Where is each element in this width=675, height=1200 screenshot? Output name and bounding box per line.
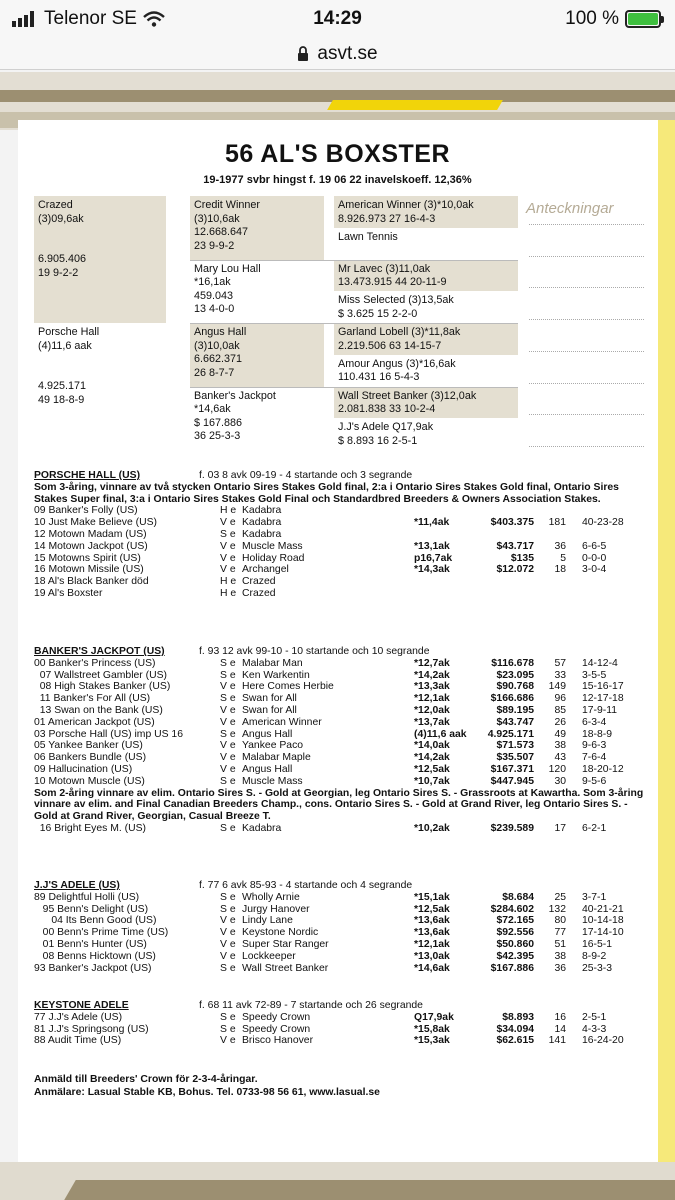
offspring-placings: 6-6-5 (582, 540, 607, 552)
footer-text (34, 1074, 380, 1099)
offspring-sire: Wall Street Banker (242, 962, 329, 974)
table-row (34, 505, 654, 517)
table-row (34, 776, 654, 788)
offspring-record: *12,5ak (414, 763, 450, 775)
offspring-record: Q17,9ak (414, 1011, 454, 1023)
offspring-sex: S e (220, 669, 236, 681)
offspring-sire: Lindy Lane (242, 915, 293, 927)
table-row (34, 517, 654, 529)
offspring-earnings: $92.556 (496, 927, 534, 939)
offspring-earnings: $12.072 (496, 564, 534, 576)
table-row (34, 963, 654, 975)
offspring-name: 10 Motown Muscle (US) (34, 775, 145, 787)
offspring-earnings: $167.886 (490, 962, 534, 974)
offspring-record: *14,0ak (414, 740, 450, 752)
offspring-sex: V e (220, 552, 236, 564)
offspring-starts: 30 (554, 775, 566, 787)
offspring-starts: 36 (554, 962, 566, 974)
offspring-earnings: $34.094 (496, 1023, 534, 1035)
carrier-name: Telenor SE (44, 8, 137, 29)
offspring-sire: Speedy Crown (242, 1023, 311, 1035)
offspring-sex: S e (220, 528, 236, 540)
pedigree-great-grandparent: American Winner (3)*10,0ak 8.926.973 27 16-4-3 (334, 196, 518, 228)
section-info: f. 03 8 avk 09-19 - 4 startande och 3 segrande (199, 470, 413, 481)
offspring-placings: 9-6-3 (582, 740, 607, 752)
table-row (34, 705, 654, 717)
offspring-placings: 7-6-4 (582, 752, 607, 764)
offspring-starts: 16 (554, 1011, 566, 1023)
table-row (34, 740, 654, 752)
offspring-section (34, 880, 654, 974)
offspring-sex: S e (220, 657, 236, 669)
offspring-sex: H e (220, 505, 237, 517)
offspring-sire: Super Star Ranger (242, 938, 329, 950)
offspring-starts: 33 (554, 669, 566, 681)
offspring-sire: Kadabra (242, 528, 282, 540)
offspring-record: *14,2ak (414, 669, 450, 681)
horse-title: 56 AL'S BOXSTER (224, 140, 451, 168)
offspring-name: 13 Swan on the Bank (US) (34, 704, 163, 716)
offspring-sex: V e (220, 915, 236, 927)
table-row (34, 576, 654, 588)
pedigree-great-grandparent: Lawn Tennis (338, 230, 398, 243)
pedigree-great-grandparent: Wall Street Banker (3)12,0ak 2.081.838 33 10-2-4 (334, 387, 518, 419)
section-info: f. 93 12 avk 99-10 - 10 startande och 10 segrande (199, 646, 430, 657)
section-heading: BANKER'S JACKPOT (US) (34, 646, 165, 657)
offspring-earnings: $403.375 (490, 517, 534, 529)
offspring-starts: 49 (554, 728, 566, 740)
battery-percent: 100 % (565, 8, 619, 29)
lock-icon (297, 46, 309, 62)
offspring-sex: S e (220, 1011, 236, 1023)
offspring-sire: Angus Hall (242, 763, 293, 775)
offspring-sire: Kadabra (242, 505, 282, 517)
offspring-placings: 16-5-1 (582, 938, 613, 950)
offspring-sire: Malabar Maple (242, 752, 311, 764)
offspring-record: *12,7ak (414, 657, 450, 669)
pedigree-grandparent: Angus Hall (3)10,0ak 6.662.371 26 8-7-7 (190, 323, 324, 387)
offspring-sire: Holiday Road (242, 552, 305, 564)
offspring-placings: 14-12-4 (582, 657, 618, 669)
offspring-sire: Muscle Mass (242, 775, 303, 787)
offspring-sire: Brisco Hanover (242, 1035, 314, 1047)
table-row (34, 939, 654, 951)
offspring-earnings: $43.717 (496, 540, 534, 552)
offspring-name: 15 Motowns Spirit (US) (34, 552, 141, 564)
offspring-name: 09 Hallucination (US) (34, 763, 133, 775)
offspring-starts: 57 (554, 657, 566, 669)
offspring-starts: 38 (554, 740, 566, 752)
offspring-starts: 132 (548, 903, 566, 915)
offspring-placings: 16-24-20 (582, 1035, 624, 1047)
offspring-sex: V e (220, 517, 236, 529)
offspring-sire: Crazed (242, 576, 276, 588)
pedigree-grandparent: Mary Lou Hall *16,1ak 459.043 13 4-0-0 (194, 262, 261, 316)
offspring-record: *10,2ak (414, 822, 450, 834)
offspring-name: 88 Audit Time (US) (34, 1035, 122, 1047)
offspring-starts: 5 (560, 552, 566, 564)
offspring-sire: Ken Warkentin (242, 669, 310, 681)
offspring-earnings: $447.945 (490, 775, 534, 787)
offspring-section (34, 470, 654, 600)
offspring-name: 14 Motown Jackpot (US) (34, 540, 148, 552)
table-row (34, 729, 654, 741)
offspring-sex: V e (220, 716, 236, 728)
offspring-name: 12 Motown Madam (US) (34, 528, 147, 540)
offspring-starts: 17 (554, 822, 566, 834)
offspring-record: *15,3ak (414, 1035, 450, 1047)
notes-header: Anteckningar (526, 200, 614, 217)
section-heading: J.J'S ADELE (US) (34, 880, 120, 891)
offspring-record: *13,6ak (414, 915, 450, 927)
offspring-earnings: $89.195 (496, 704, 534, 716)
table-row (34, 927, 654, 939)
offspring-record: *14,6ak (414, 962, 450, 974)
offspring-record: *12,0ak (414, 704, 450, 716)
offspring-placings: 18-8-9 (582, 728, 613, 740)
offspring-name: 06 Bankers Bundle (US) (34, 752, 147, 764)
offspring-sex: S e (220, 822, 236, 834)
pedigree-great-grandparent: Miss Selected (3)13,5ak $ 3.625 15 2-2-0 (338, 294, 454, 320)
offspring-sex: V e (220, 950, 236, 962)
offspring-earnings: $62.615 (496, 1035, 534, 1047)
offspring-sire: Kadabra (242, 517, 282, 529)
offspring-placings: 17-14-10 (582, 927, 624, 939)
offspring-placings: 2-5-1 (582, 1011, 607, 1023)
offspring-starts: 141 (548, 1035, 566, 1047)
offspring-placings: 18-20-12 (582, 763, 624, 775)
battery (565, 8, 661, 30)
table-row (34, 1024, 654, 1036)
offspring-record: *15,1ak (414, 891, 450, 903)
offspring-earnings: $43.747 (496, 716, 534, 728)
offspring-sire: Muscle Mass (242, 540, 303, 552)
table-row (34, 588, 654, 600)
offspring-starts: 25 (554, 891, 566, 903)
offspring-name: 01 American Jackpot (US) (34, 716, 155, 728)
offspring-sex: S e (220, 1023, 236, 1035)
offspring-earnings: $8.684 (502, 891, 534, 903)
offspring-starts: 120 (548, 763, 566, 775)
offspring-name: 77 J.J's Adele (US) (34, 1011, 123, 1023)
table-row (34, 752, 654, 764)
offspring-sex: S e (220, 903, 236, 915)
offspring-name: 00 Benn's Prime Time (US) (34, 927, 169, 939)
offspring-placings: 40-23-28 (582, 517, 624, 529)
table-row (34, 541, 654, 553)
offspring-sire: Lockkeeper (242, 950, 296, 962)
offspring-sire: Keystone Nordic (242, 927, 319, 939)
offspring-name: 00 Banker's Princess (US) (34, 657, 156, 669)
offspring-placings: 3-5-5 (582, 669, 607, 681)
offspring-sex: V e (220, 564, 236, 576)
offspring-record: *13,6ak (414, 927, 450, 939)
offspring-earnings: $166.686 (490, 693, 534, 705)
offspring-sire: Here Comes Herbie (242, 681, 334, 693)
offspring-sire: Kadabra (242, 822, 282, 834)
offspring-record: *15,8ak (414, 1023, 450, 1035)
table-row (34, 892, 654, 904)
offspring-starts: 14 (554, 1023, 566, 1035)
table-row (34, 658, 654, 670)
footer-band (0, 1162, 675, 1200)
offspring-record: *14,2ak (414, 752, 450, 764)
notes-column (523, 196, 648, 450)
section-paragraph: Som 3-åring, vinnare av två stycken Ontario Sires Stakes Gold final, 2:a i Ontario Sires Stakes Gold final, Ontario Sires Stakes Super final, 3:a i Ontario Sires Stakes Gold Final och Standardbred Breeders & Owners Association Stakes. (34, 481, 619, 505)
offspring-sire: Malabar Man (242, 657, 303, 669)
table-row (34, 1035, 654, 1047)
offspring-placings: 9-5-6 (582, 775, 607, 787)
table-row (34, 670, 654, 682)
offspring-name: 08 Benns Hicktown (US) (34, 950, 156, 962)
offspring-name: 01 Benn's Hunter (US) (34, 938, 147, 950)
offspring-name: 16 Motown Missile (US) (34, 564, 144, 576)
offspring-sire: Wholly Arnie (242, 891, 300, 903)
offspring-starts: 43 (554, 752, 566, 764)
offspring-starts: 80 (554, 915, 566, 927)
offspring-starts: 51 (554, 938, 566, 950)
table-row (34, 915, 654, 927)
table-row (34, 904, 654, 916)
offspring-sire: Yankee Paco (242, 740, 304, 752)
section-heading: KEYSTONE ADELE (34, 1000, 129, 1011)
offspring-earnings: $23.095 (496, 669, 534, 681)
offspring-record: (4)11,6 aak (414, 728, 467, 740)
offspring-name: 93 Banker's Jackpot (US) (34, 962, 152, 974)
offspring-starts: 149 (548, 681, 566, 693)
offspring-placings: 10-14-18 (582, 915, 624, 927)
offspring-sire: Swan for All (242, 704, 297, 716)
offspring-placings: 15-16-17 (582, 681, 624, 693)
offspring-name: 95 Benn's Delight (US) (34, 903, 149, 915)
table-row (34, 553, 654, 565)
offspring-sire: Jurgy Hanover (242, 903, 310, 915)
offspring-record: *11,4ak (414, 517, 450, 529)
section-heading: PORSCHE HALL (US) (34, 470, 141, 481)
offspring-earnings: $239.589 (490, 822, 534, 834)
offspring-placings: 25-3-3 (582, 962, 613, 974)
footer-line-2: Anmälare: Lasual Stable KB, Bohus. Tel. 0733-98 56 61, www.lasual.se (34, 1086, 380, 1098)
table-row (34, 564, 654, 576)
table-row (34, 681, 654, 693)
table-row (34, 693, 654, 705)
offspring-sex: S e (220, 962, 236, 974)
offspring-earnings: $71.573 (496, 740, 534, 752)
offspring-record: *13,1ak (414, 540, 450, 552)
pedigree-great-grandparent: Garland Lobell (3)*11,8ak 2.219.506 63 14-15-7 (334, 323, 518, 355)
footer-line-1: Anmäld till Breeders' Crown för 2-3-4-åringar. (34, 1074, 258, 1085)
section-info: f. 68 11 avk 72-89 - 7 startande och 26 segrande (199, 1000, 423, 1011)
offspring-placings: 6-2-1 (582, 822, 607, 834)
offspring-earnings: $135 (510, 552, 534, 564)
offspring-earnings: $116.678 (491, 657, 534, 669)
offspring-sex: V e (220, 1035, 236, 1047)
pedigree-grandparent: Credit Winner (3)10,6ak 12.668.647 23 9-9-2 (190, 196, 324, 260)
offspring-starts: 85 (554, 704, 566, 716)
horse-subtitle: 19-1977 svbr hingst f. 19 06 22 inavelskoeff. 12,36% (203, 174, 472, 186)
table-row (34, 1012, 654, 1024)
offspring-earnings: 4.925.171 (487, 728, 534, 740)
pedigree-great-grandparent: J.J's Adele Q17,9ak $ 8.893 16 2-5-1 (338, 421, 434, 447)
offspring-name: 05 Yankee Banker (US) (34, 740, 143, 752)
offspring-starts: 18 (554, 564, 566, 576)
offspring-sex: S e (220, 891, 236, 903)
offspring-sire: Speedy Crown (242, 1011, 311, 1023)
offspring-sex: V e (220, 752, 236, 764)
offspring-sex: S e (220, 775, 236, 787)
offspring-name: 03 Porsche Hall (US) imp US 16 (34, 728, 183, 740)
offspring-record: *10,7ak (414, 775, 450, 787)
offspring-placings: 3-0-4 (582, 564, 607, 576)
offspring-placings: 17-9-11 (582, 704, 618, 716)
offspring-record: *14,3ak (414, 564, 450, 576)
offspring-sex: H e (220, 576, 237, 588)
offspring-placings: 3-7-1 (582, 891, 607, 903)
offspring-earnings: $50.860 (496, 938, 534, 950)
offspring-name: 81 J.J's Springsong (US) (34, 1023, 149, 1035)
offspring-sire: Archangel (242, 564, 289, 576)
offspring-sex: V e (220, 927, 236, 939)
status-bar (0, 0, 675, 38)
pedigree-great-grandparent: Mr Lavec (3)11,0ak 13.473.915 44 20-11-9 (334, 260, 518, 292)
offspring-record: *13,0ak (414, 950, 450, 962)
pedigree-dam: Porsche Hall (4)11,6 aak 4.925.171 49 18-8-9 (38, 326, 100, 406)
offspring-sex: V e (220, 763, 236, 775)
section-paragraph: Som 2-åring vinnare av elim. Ontario Sires S. - Gold at Georgian, leg Ontario Sires S. - Grassroots at Kawartha. Som 3-åring vinnare av elim. and Final Canadian Breeders Champ., cons. Ontario Sires S. - Gold at Grand River, leg Ontario Sires S. - Gold at Grand River, Georgian, Casual Breeze T. (34, 787, 644, 823)
offspring-sex: S e (220, 728, 236, 740)
offspring-sire: American Winner (242, 716, 322, 728)
offspring-earnings: $167.371 (490, 763, 534, 775)
table-row (34, 764, 654, 776)
table-row (34, 529, 654, 541)
offspring-record: p16,7ak (414, 552, 453, 564)
offspring-placings: 12-17-18 (582, 693, 624, 705)
offspring-record: *13,7ak (414, 716, 450, 728)
offspring-name: 04 Its Benn Good (US) (34, 915, 157, 927)
offspring-starts: 96 (554, 693, 566, 705)
page-edge (658, 120, 675, 1162)
table-row (34, 951, 654, 963)
offspring-name: 89 Delightful Holli (US) (34, 891, 140, 903)
offspring-record: *13,3ak (414, 681, 450, 693)
offspring-record: *12,5ak (414, 903, 450, 915)
offspring-earnings: $8.893 (502, 1011, 534, 1023)
pedigree-grandparent: Banker's Jackpot *14,6ak $ 167.886 36 25-3-3 (194, 389, 276, 443)
offspring-name: 16 Bright Eyes M. (US) (34, 822, 147, 834)
offspring-starts: 77 (554, 927, 566, 939)
pedigree-sire: Crazed (3)09,6ak 6.905.406 19 9-2-2 (34, 196, 166, 323)
address-bar[interactable] (0, 38, 675, 70)
offspring-placings: 0-0-0 (582, 552, 607, 564)
offspring-name: 09 Banker's Folly (US) (34, 505, 138, 517)
offspring-sire: Swan for All (242, 693, 297, 705)
offspring-earnings: $90.768 (496, 681, 534, 693)
offspring-placings: 6-3-4 (582, 716, 607, 728)
offspring-sex: V e (220, 704, 236, 716)
offspring-sex: V e (220, 681, 236, 693)
offspring-starts: 38 (554, 950, 566, 962)
offspring-section (34, 1000, 654, 1047)
offspring-record: *12,1ak (414, 693, 450, 705)
offspring-starts: 181 (548, 517, 566, 529)
offspring-sire: Crazed (242, 587, 276, 599)
pedigree-great-grandparent: Amour Angus (3)*16,6ak 110.431 16 5-4-3 (338, 357, 456, 384)
offspring-starts: 36 (554, 540, 566, 552)
offspring-section (34, 646, 654, 835)
clock: 14:29 (313, 8, 362, 29)
pedigree-table (34, 196, 518, 450)
url-text: asvt.se (317, 42, 378, 64)
offspring-earnings: $35.507 (496, 752, 534, 764)
offspring-sex: V e (220, 740, 236, 752)
section-info: f. 77 6 avk 85-93 - 4 startande och 4 segrande (199, 880, 413, 891)
table-row (34, 823, 654, 835)
offspring-sex: V e (220, 938, 236, 950)
offspring-name: 07 Wallstreet Gambler (US) (34, 669, 167, 681)
offspring-sex: V e (220, 540, 236, 552)
offspring-name: 19 Al's Boxster (34, 587, 103, 599)
offspring-sex: S e (220, 693, 236, 705)
battery-icon (625, 10, 661, 28)
offspring-name: 11 Banker's For All (US) (34, 693, 151, 705)
offspring-placings: 40-21-21 (582, 903, 624, 915)
offspring-starts: 26 (554, 716, 566, 728)
offspring-sire: Angus Hall (242, 728, 293, 740)
offspring-earnings: $284.602 (490, 903, 534, 915)
offspring-placings: 8-9-2 (582, 950, 607, 962)
offspring-sex: H e (220, 587, 237, 599)
offspring-name: 10 Just Make Believe (US) (34, 517, 158, 529)
offspring-name: 18 Al's Black Banker död (34, 576, 149, 588)
table-row (34, 717, 654, 729)
offspring-record: *12,1ak (414, 938, 450, 950)
offspring-earnings: $72.165 (496, 915, 534, 927)
offspring-earnings: $42.395 (496, 950, 534, 962)
offspring-name: 08 High Stakes Banker (US) (34, 681, 171, 693)
offspring-placings: 4-3-3 (582, 1023, 607, 1035)
